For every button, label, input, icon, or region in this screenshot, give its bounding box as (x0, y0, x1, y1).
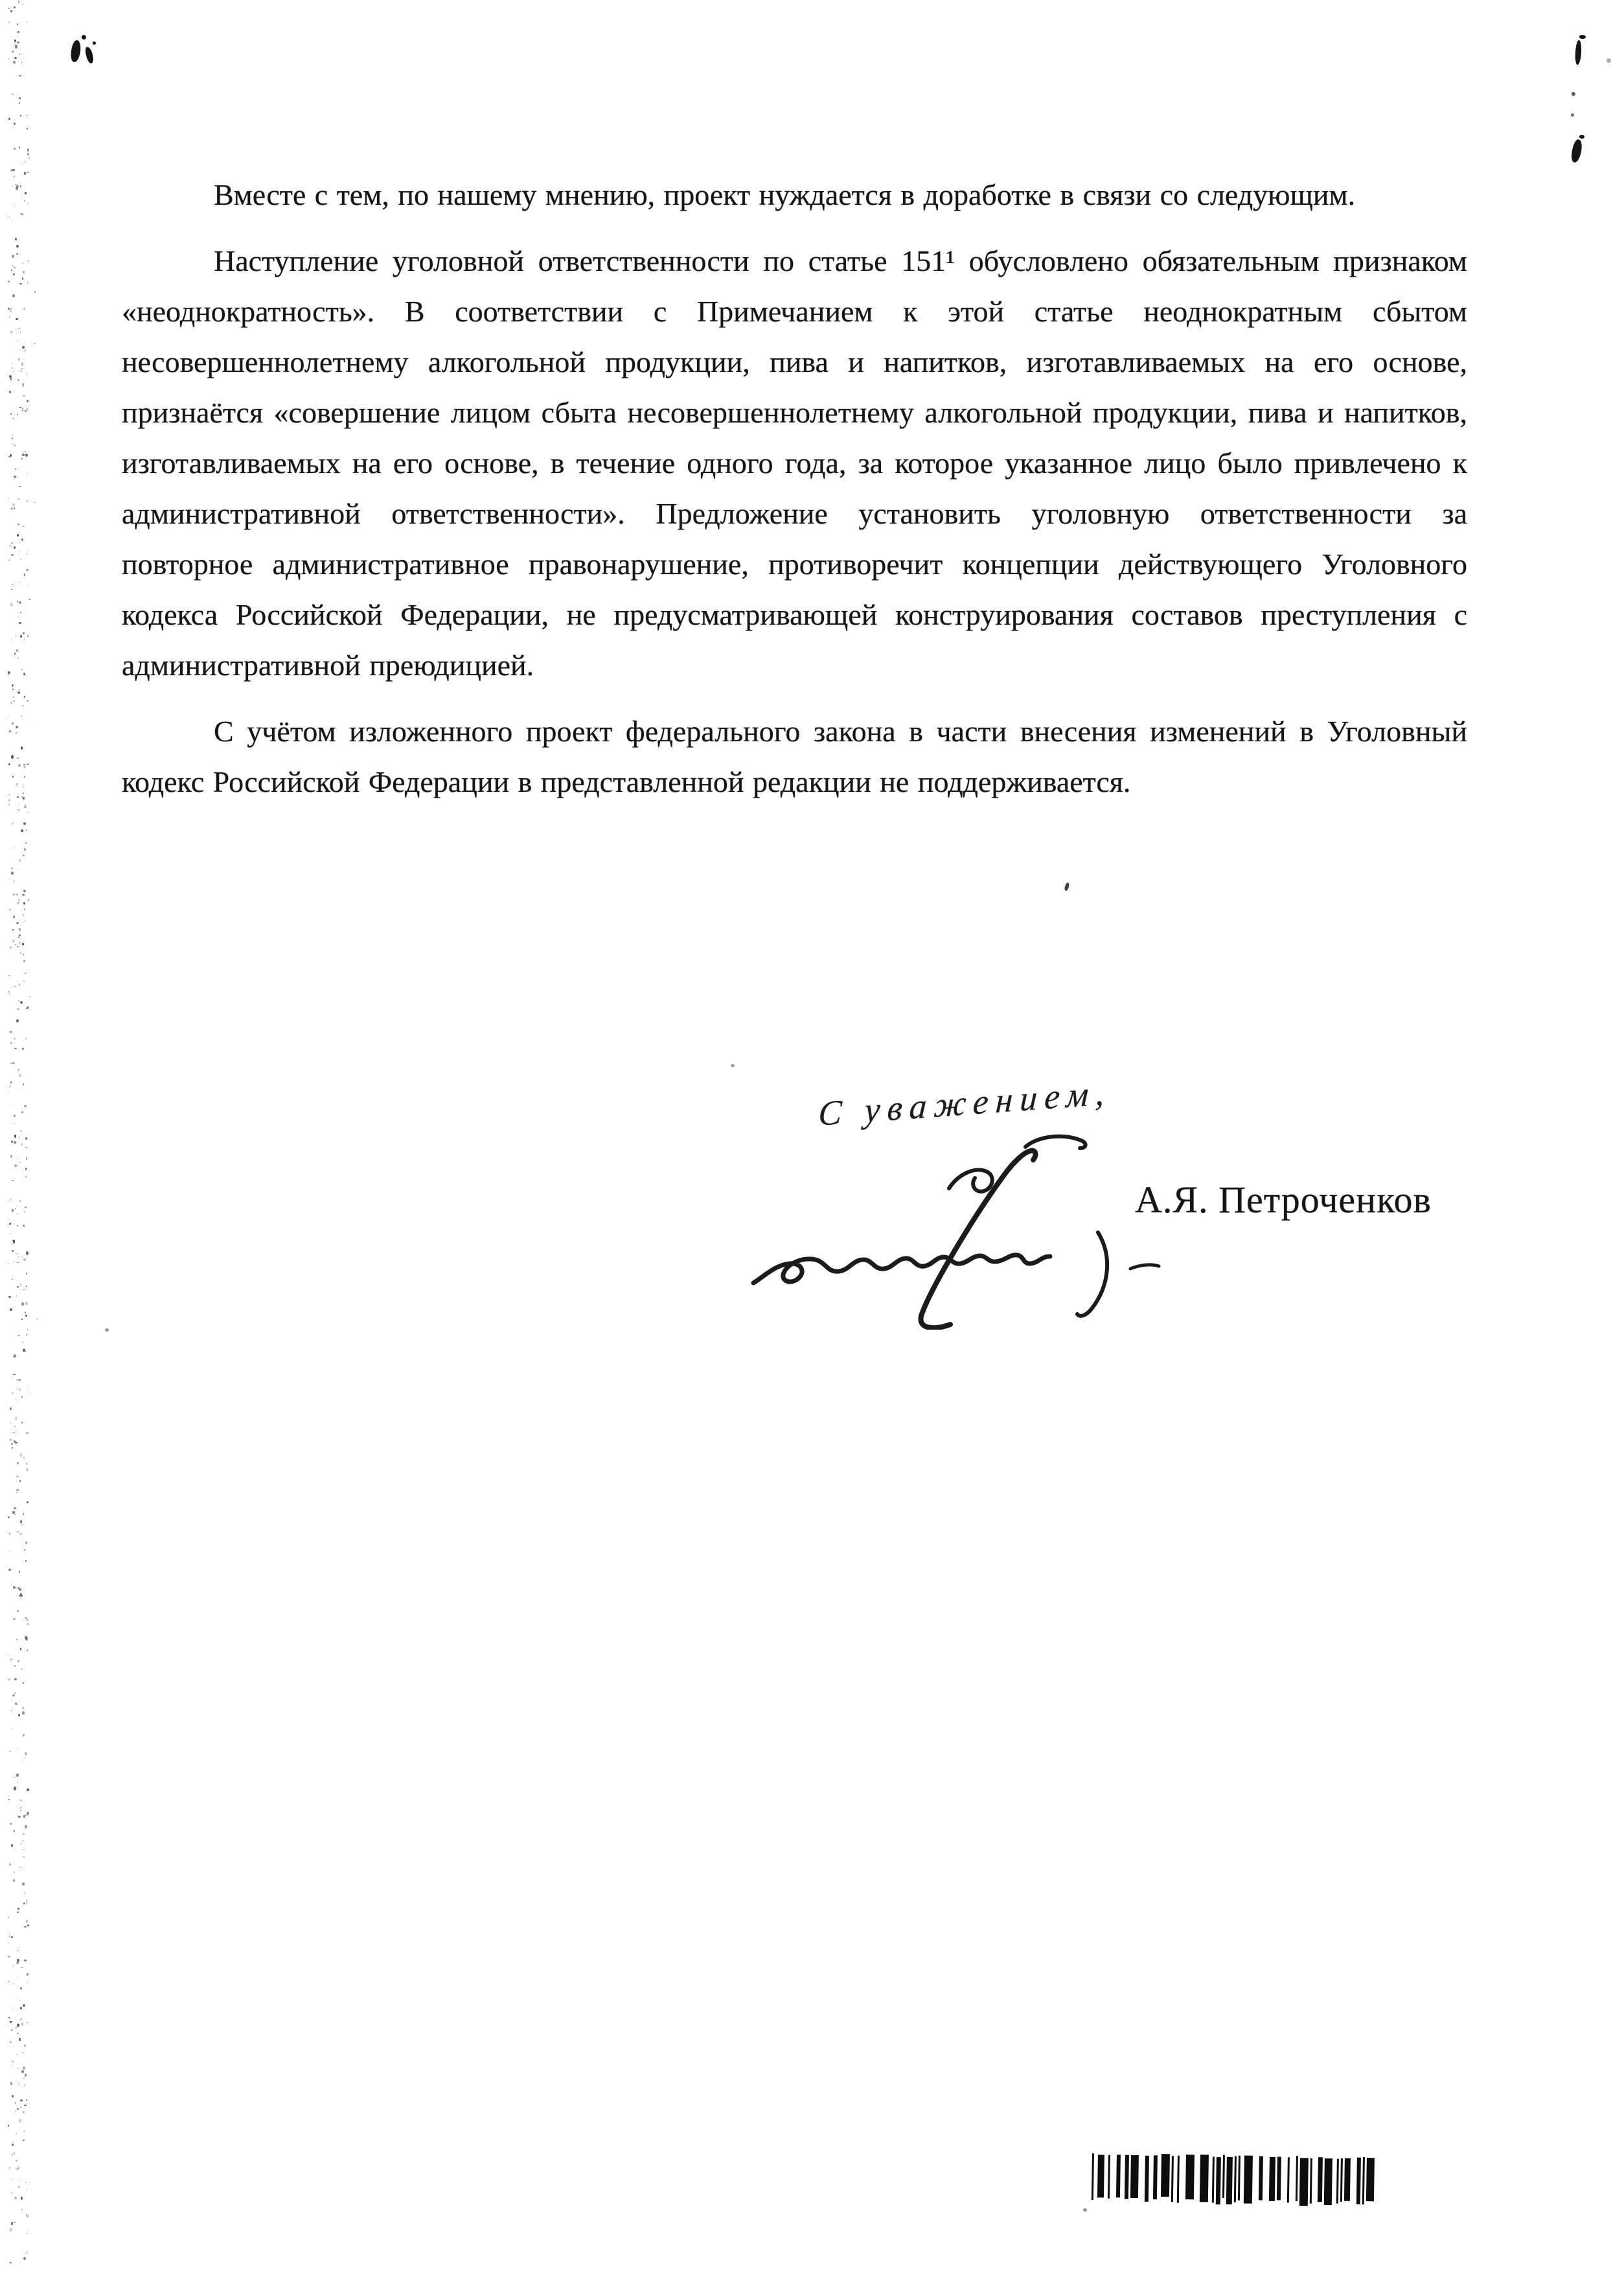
signer-name: А.Я. Петроченков (1135, 1179, 1432, 1221)
ink-mark (1571, 113, 1574, 117)
ink-mark (1083, 2208, 1087, 2212)
ink-mark (1607, 58, 1611, 63)
letter-body (122, 170, 1467, 807)
ink-mark (82, 35, 86, 40)
ink-mark (93, 41, 96, 45)
ink-mark (1570, 139, 1583, 163)
ink-mark (84, 46, 95, 64)
ink-mark (1579, 35, 1586, 39)
paragraph-intro: Вместе с тем, по нашему мнению, проект нуждается в доработке в связи со следующим. (214, 178, 1356, 211)
ink-mark (1579, 135, 1584, 139)
ink-mark (731, 1064, 735, 1067)
signature-scribble (735, 1116, 1189, 1330)
closing-handwritten: С уважением, (818, 1072, 1113, 1133)
ink-mark (1064, 882, 1070, 891)
paragraph-conclusion: С учётом изложенного проект федерального закона в части внесения изменений в Уголовный кодекс Российской Федерации в представленной редакции не поддерживается. (122, 715, 1467, 798)
ink-mark (1572, 92, 1575, 96)
paragraph-analysis: Наступление уголовной ответственности по статье 151¹ обусловлено обязательным признаком «неоднократность». В соответствии с Примечанием к этой статье неоднократным сбытом несовершеннолетнему алкогольной продукции, пива и напитков, изготавливаемых на его основе, признаётся «совершение лицом сбыта несовершеннолетнему алкогольной продукции, пива и напитков, изготавливаемых на его основе, в течение одного года, за которое указанное лицо было привлечено к административной ответственности». Предложение установить уголовную ответственности за повторное административное правонарушение, противоречит концепции действующего Уголовного кодекса Российской Федерации, не предусматривающей конструирования составов преступления с административной преюдицией. (122, 244, 1467, 682)
ink-mark (1575, 40, 1583, 65)
ink-mark (105, 1328, 109, 1332)
barcode (1092, 2153, 1384, 2205)
ink-mark (69, 40, 82, 63)
